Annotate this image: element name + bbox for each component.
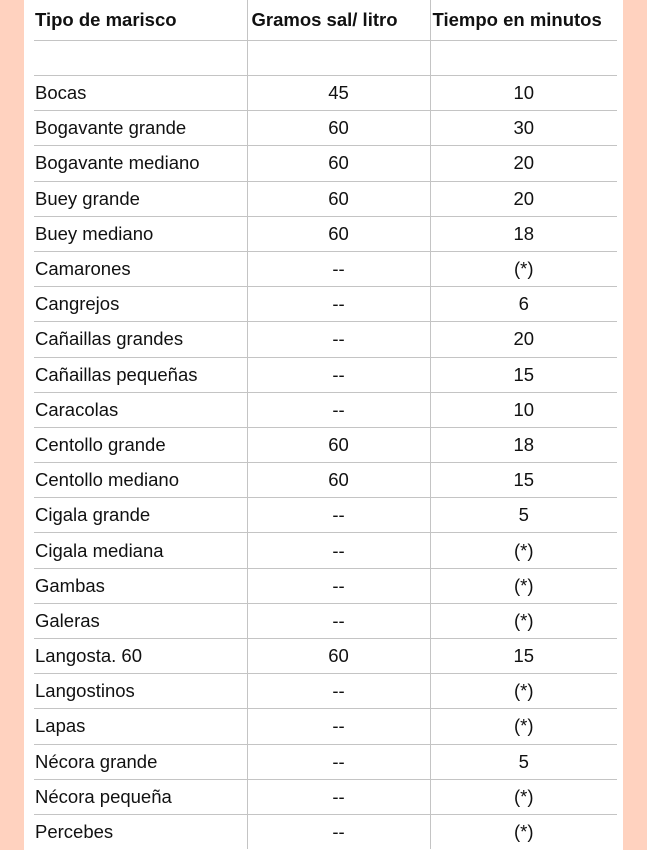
seafood-cooking-table <box>34 0 617 849</box>
cell-salt-grams: -- <box>247 287 430 322</box>
cell-seafood-type: Langostinos <box>34 674 247 709</box>
table-row <box>34 287 617 322</box>
cell-seafood-type: Cigala mediana <box>34 533 247 568</box>
table-blank-row <box>34 41 617 76</box>
table-header-row <box>34 0 617 41</box>
cell-time-minutes: 20 <box>430 181 617 216</box>
cell-time-minutes: 15 <box>430 639 617 674</box>
cell-time-minutes: (*) <box>430 779 617 814</box>
cell-salt-grams: -- <box>247 744 430 779</box>
cell-salt-grams: -- <box>247 322 430 357</box>
cell-time-minutes: 10 <box>430 76 617 111</box>
cell-time-minutes: (*) <box>430 814 617 849</box>
cell-salt-grams: 60 <box>247 146 430 181</box>
header-time-minutes: Tiempo en minutos <box>430 0 617 41</box>
cell-seafood-type: Lapas <box>34 709 247 744</box>
cell-salt-grams: -- <box>247 251 430 286</box>
table-row <box>34 568 617 603</box>
table-cell <box>34 41 247 76</box>
table-row <box>34 76 617 111</box>
cell-seafood-type: Caracolas <box>34 392 247 427</box>
cell-salt-grams: 45 <box>247 76 430 111</box>
cell-time-minutes: 18 <box>430 427 617 462</box>
table-row <box>34 427 617 462</box>
cell-time-minutes: 30 <box>430 111 617 146</box>
table-row <box>34 639 617 674</box>
cell-salt-grams: 60 <box>247 463 430 498</box>
table-row <box>34 216 617 251</box>
cell-seafood-type: Cangrejos <box>34 287 247 322</box>
cell-salt-grams: -- <box>247 814 430 849</box>
cell-time-minutes: (*) <box>430 674 617 709</box>
table-row <box>34 111 617 146</box>
cell-time-minutes: 18 <box>430 216 617 251</box>
cell-time-minutes: 20 <box>430 322 617 357</box>
table-row <box>34 357 617 392</box>
cell-seafood-type: Percebes <box>35 821 114 843</box>
cell-salt-grams: -- <box>247 533 430 568</box>
cell-seafood-type: Buey mediano <box>34 216 247 251</box>
cell-salt-grams: -- <box>247 603 430 638</box>
cell-seafood-type: Cañaillas grandes <box>34 322 247 357</box>
cell-salt-grams: 60 <box>247 111 430 146</box>
table-row <box>34 181 617 216</box>
table-row <box>34 709 617 744</box>
header-salt-grams: Gramos sal/ litro <box>247 0 430 41</box>
table-row <box>34 392 617 427</box>
cell-seafood-type: Langosta. 60 <box>34 639 247 674</box>
cell-time-minutes: (*) <box>430 568 617 603</box>
cell-time-minutes: 5 <box>430 744 617 779</box>
cell-time-minutes: 10 <box>430 392 617 427</box>
cell-salt-grams: -- <box>247 779 430 814</box>
cell-seafood-type: Buey grande <box>34 181 247 216</box>
cell-salt-grams: 60 <box>247 216 430 251</box>
table-cell <box>247 41 430 76</box>
cell-time-minutes: (*) <box>430 533 617 568</box>
cell-salt-grams: 60 <box>247 639 430 674</box>
table-row <box>34 814 617 849</box>
cell-salt-grams: -- <box>247 357 430 392</box>
table-row <box>34 779 617 814</box>
cell-time-minutes: 15 <box>430 357 617 392</box>
cell-seafood-type: Cigala grande <box>34 498 247 533</box>
cell-time-minutes: 6 <box>430 287 617 322</box>
cell-seafood-type: Nécora pequeña <box>34 779 247 814</box>
cell-seafood-type: Bogavante grande <box>34 111 247 146</box>
cell-time-minutes: (*) <box>430 709 617 744</box>
cell-time-minutes: 15 <box>430 463 617 498</box>
cell-seafood-type: Galeras <box>34 603 247 638</box>
cell-salt-grams: -- <box>247 392 430 427</box>
table-row <box>34 674 617 709</box>
cell-seafood-type: Nécora grande <box>34 744 247 779</box>
header-seafood-type: Tipo de marisco <box>34 0 247 41</box>
table-row <box>34 322 617 357</box>
table-row <box>34 146 617 181</box>
cell-time-minutes: 5 <box>430 498 617 533</box>
cell-seafood-type: Gambas <box>34 568 247 603</box>
cell-seafood-type: Centollo mediano <box>34 463 247 498</box>
table-row <box>34 744 617 779</box>
cell-salt-grams: -- <box>247 674 430 709</box>
document-page <box>24 0 623 850</box>
table-row <box>34 463 617 498</box>
table-cell <box>430 41 617 76</box>
cell-salt-grams: -- <box>247 568 430 603</box>
cell-seafood-type: Cañaillas pequeñas <box>34 357 247 392</box>
cell-time-minutes: (*) <box>430 603 617 638</box>
table-row <box>34 251 617 286</box>
table-body <box>34 41 617 850</box>
cell-time-minutes: (*) <box>430 251 617 286</box>
cell-salt-grams: -- <box>247 709 430 744</box>
cell-seafood-type: Camarones <box>34 251 247 286</box>
table-row <box>34 533 617 568</box>
cell-seafood-type: Bogavante mediano <box>34 146 247 181</box>
table-row <box>34 498 617 533</box>
cell-salt-grams: 60 <box>247 181 430 216</box>
cell-seafood-type: Bocas <box>34 76 247 111</box>
cell-seafood-type: Centollo grande <box>34 427 247 462</box>
cell-time-minutes: 20 <box>430 146 617 181</box>
cell-salt-grams: -- <box>247 498 430 533</box>
cell-salt-grams: 60 <box>247 427 430 462</box>
table-row <box>34 603 617 638</box>
